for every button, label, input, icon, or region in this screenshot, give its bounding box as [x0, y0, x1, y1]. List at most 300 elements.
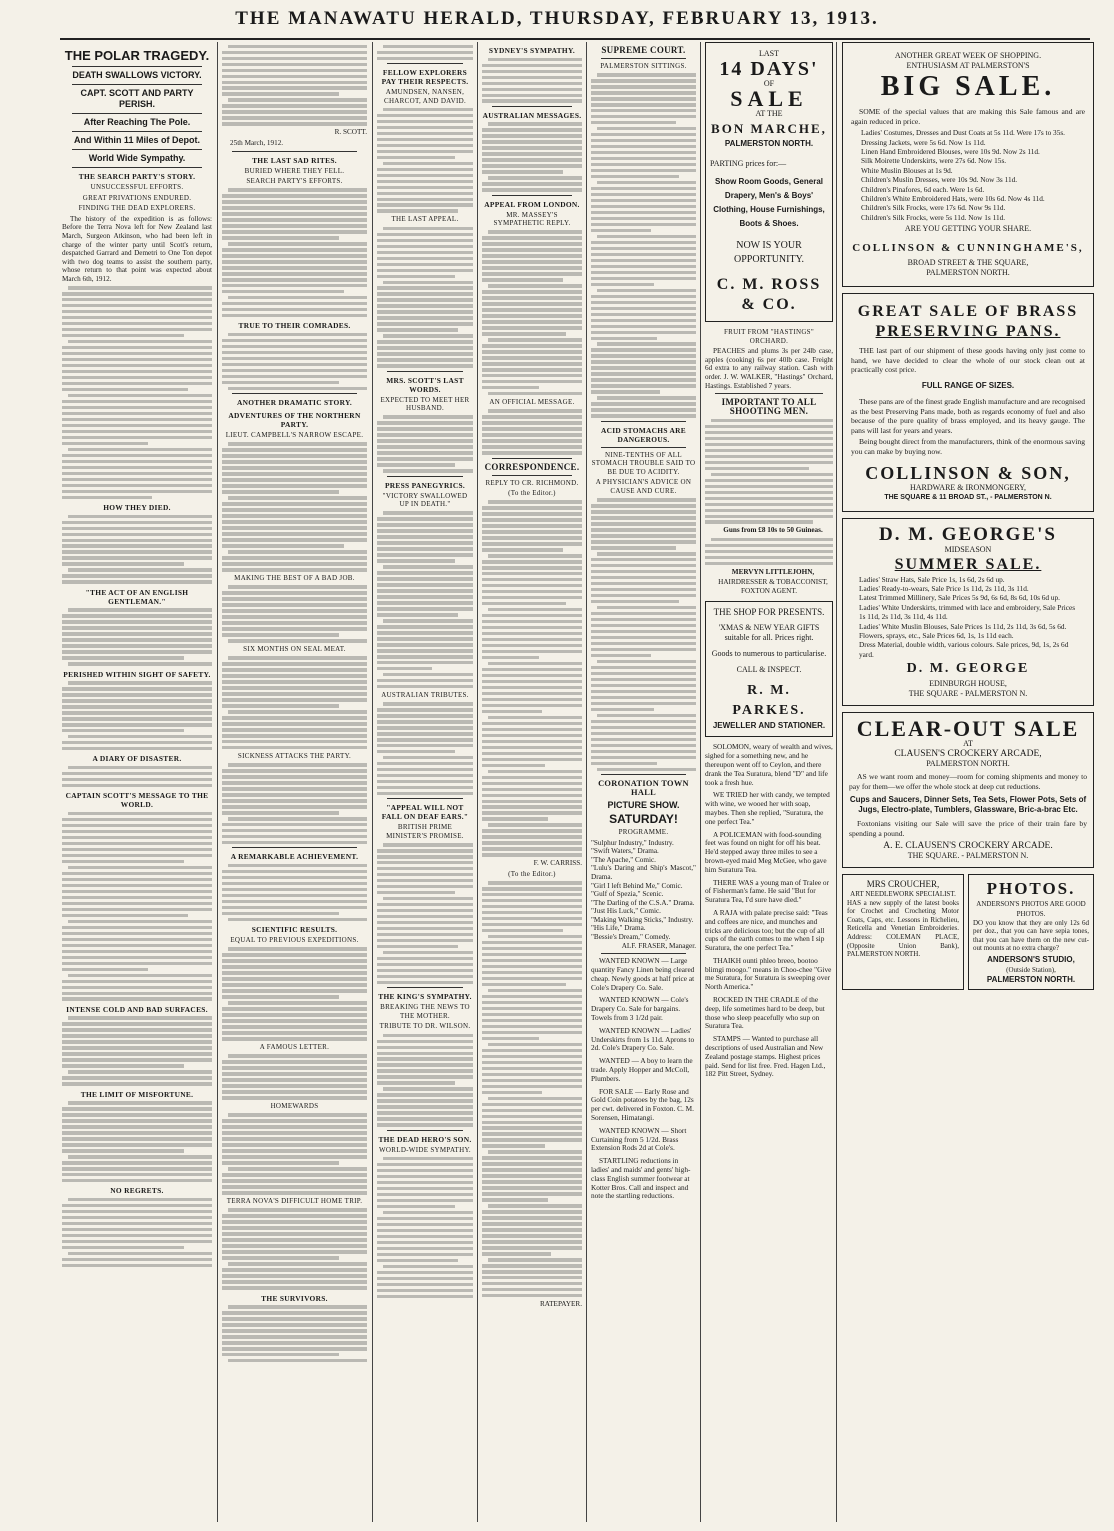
text-line: [377, 1295, 473, 1298]
text-line: [482, 1031, 582, 1034]
section-heading: THE LIMIT OF MISFORTUNE.: [80, 1089, 194, 1099]
list-item: Children's Silk Frocks, were 17s 6d. Now 9s 11d.: [861, 203, 1006, 213]
text-line: [482, 650, 582, 653]
text-line: [591, 253, 696, 256]
text-line: [228, 1054, 367, 1057]
text-line: [591, 121, 676, 124]
text-line: [222, 562, 367, 565]
section-heading: SYDNEY'S SYMPATHY.: [488, 46, 576, 55]
section-heading: CAPTAIN SCOTT'S MESSAGE TO THE WORLD.: [65, 791, 209, 810]
classified-ad: ROCKED IN THE CRADLE of the deep, life sometimes hard to be deep, but those who sleep peacefully who sup on Suratura Tea.: [705, 995, 825, 1031]
text-line: [705, 455, 833, 458]
text-line: [591, 348, 696, 351]
text-line: [222, 1335, 367, 1338]
text-line: [482, 1121, 582, 1124]
text-line: [62, 818, 212, 821]
text-line: [482, 800, 582, 803]
text-line: [591, 229, 651, 232]
text-line: [383, 1157, 473, 1160]
signature: ALF. FRASER, Manager.: [621, 941, 696, 950]
text-line: [222, 793, 367, 796]
text-line: [377, 1046, 473, 1049]
article-body: [222, 188, 367, 317]
text-line: [482, 1007, 582, 1010]
text-line: [482, 128, 582, 131]
text-line: [383, 756, 473, 759]
george-sale-ad: D. M. GEORGE'S MIDSEASON SUMMER SALE. Ladies' Straw Hats, Sale Price 1s, 1s 6d, 2s 6d up. Ladies' Ready-to-wears, Sale Price 1s 11d, 2s 11d, 3s 11d. Latest Trimmed Millinery, Sale Prices 5s 9d, 6s 6d, 8s 6d, 10s 6d up. Ladies' White Underskirts, trimmed with lace and embroidery, Sale Prices 1s 11d, 2s 11d, 3s 11d, 4s 11d. Ladies' White Muslin Blouses, Sale Prices 1s 11d, 2s 11d, 3s 6d, 5s 6d. Flowers, sprays, etc., Sale Prices 6d, 1s, 1s 11d each. Dress Material, double width, various colours. Sale prices, 9d, 1s, 2s 6d yard. D. M. GEORGE EDINBURGH HOUSE, THE SQUARE - PALMERSTON N.: [842, 518, 1094, 707]
text-line: [222, 775, 367, 778]
text-line: [482, 764, 545, 767]
text-line: [62, 932, 212, 935]
text-line: [222, 1280, 367, 1283]
text-line: [377, 631, 473, 634]
text-line: [377, 433, 473, 436]
classified-ad: THAIKH ounti phleo breeo, bootoo blimgi moogo." means in Choo-chee "Give me Suratura, for Suratura is sweeping over North America.": [705, 955, 832, 992]
text-line: [705, 431, 833, 434]
classified-ad: STAMPS — Wanted to purchase all descriptions of used Australian and New Zealand postage stamps. Highest prices paid. Send for list free. Fred. Hagen Ltd., 182 Pitt Street, Sydney.: [705, 1034, 826, 1079]
text-line: [591, 528, 696, 531]
text-line: [222, 1179, 367, 1182]
text-line: [482, 811, 582, 814]
text-line: [62, 902, 212, 905]
text-line: [711, 538, 833, 541]
text-line: [482, 965, 582, 968]
text-line: [705, 491, 833, 494]
text-line: [377, 51, 473, 54]
text-line: [222, 609, 367, 612]
text-line: [68, 1198, 212, 1201]
text-line: [482, 929, 563, 932]
text-line: [68, 1070, 212, 1073]
text-line: [222, 680, 367, 683]
text-line: [591, 642, 696, 645]
text-line: [377, 1057, 473, 1060]
text-line: [228, 333, 367, 336]
text-line: [222, 278, 367, 281]
text-line: [482, 64, 582, 67]
section-heading: CORONATION TOWN HALL: [598, 778, 689, 797]
text-line: [222, 894, 367, 897]
article-body: [62, 1016, 212, 1085]
text-line: [482, 518, 582, 521]
text-line: [62, 430, 212, 433]
section-heading: THE KING'S SYMPATHY.: [378, 992, 472, 1002]
text-line: [482, 977, 582, 980]
text-line: [62, 1058, 212, 1061]
section-heading: FELLOW EXPLORERS PAY THEIR RESPECTS.: [381, 67, 469, 86]
text-line: [62, 364, 212, 367]
text-line: [222, 484, 367, 487]
text-line: [377, 292, 473, 295]
text-line: [62, 418, 212, 421]
text-line: [482, 776, 582, 779]
text-line: [222, 556, 367, 559]
text-line: [377, 607, 473, 610]
text-line: [482, 188, 582, 191]
text-line: [591, 145, 696, 148]
text-line: [377, 1217, 473, 1220]
text-line: [383, 702, 473, 705]
text-line: [222, 1173, 367, 1176]
text-line: [482, 1126, 582, 1129]
section-heading: NO REGRETS.: [110, 1186, 164, 1196]
subheading: BRITISH PRIME MINISTER'S PROMISE.: [386, 823, 464, 840]
text-line: [482, 887, 582, 890]
text-line: [222, 369, 367, 372]
text-line: [597, 768, 696, 771]
column-divider: [700, 42, 701, 1522]
text-line: [488, 1150, 582, 1153]
text-line: [591, 390, 660, 393]
text-line: [62, 1264, 212, 1267]
list-item: "Gulf of Spezia," Scenic.: [591, 890, 664, 899]
text-line: [482, 686, 582, 689]
text-line: [591, 726, 696, 729]
text-line: [482, 1180, 582, 1183]
text-line: [482, 158, 582, 161]
text-line: [591, 738, 696, 741]
text-line: [62, 574, 212, 577]
text-line: [377, 114, 473, 117]
text-line: [222, 448, 367, 451]
text-line: [222, 1185, 367, 1188]
text-line: [62, 878, 212, 881]
text-line: [482, 602, 566, 605]
text-line: [377, 517, 473, 520]
text-line: [591, 612, 696, 615]
list-item: Dressing Jackets, were 5s 6d. Now 1s 11d.: [861, 137, 986, 147]
text-line: [377, 975, 473, 978]
section-heading: IMPORTANT TO ALL SHOOTING MEN.: [721, 397, 817, 417]
text-line: [228, 1208, 367, 1211]
column-6: [705, 42, 833, 1522]
text-line: [482, 893, 582, 896]
text-line: [377, 144, 473, 147]
text-line: [62, 784, 212, 787]
subheading: (To the Editor.): [508, 489, 556, 498]
text-line: [482, 380, 582, 383]
text-line: [488, 881, 582, 884]
subheading: (To the Editor.): [508, 869, 556, 878]
text-line: [62, 466, 212, 469]
text-line: [377, 861, 473, 864]
text-line: [377, 1289, 473, 1292]
text-line: [482, 566, 582, 569]
text-line: [62, 1040, 212, 1043]
text-line: [377, 1235, 473, 1238]
section-heading: TRUE TO THEIR COMRADES.: [238, 321, 351, 331]
text-line: [222, 989, 367, 992]
text-line: [377, 304, 473, 307]
subheading: TRIBUTE TO DR. WILSON.: [379, 1022, 471, 1031]
text-line: [62, 830, 212, 833]
text-line: [62, 644, 212, 647]
text-line: [591, 384, 696, 387]
subheading: FINDING THE DEAD EXPLORERS.: [78, 204, 196, 213]
subheading: THE LAST APPEAL.: [391, 215, 459, 224]
text-line: [482, 1091, 542, 1094]
text-line: [222, 876, 367, 879]
classified-ad: SOLOMON, weary of wealth and wives, sighed for a something new, and he thereupon went off to Ceylon, and there drank the Tea Suratura, blend "D" and life took a fresh hue.: [705, 742, 833, 787]
text-line: [377, 714, 473, 717]
text-line: [222, 1143, 367, 1146]
article-text: The history of the expedition is as follows: Before the Terra Nova left for New Zealand last March, Surgeon Atkinson, who had been left in charge of the winter party until Scott's return, despatched Garrard and Demetri to One Ton depot with two dog teams to assist the southern party, whose return to that point was expected about March 6th, 1912.: [62, 214, 212, 283]
text-line: [62, 926, 212, 929]
text-line: [222, 466, 367, 469]
text-line: [222, 236, 339, 239]
signature: MERVYN LITTLEJOHN,: [731, 567, 815, 576]
text-line: [62, 687, 212, 690]
text-line: [377, 774, 473, 777]
text-line: [222, 787, 367, 790]
text-line: [482, 632, 582, 635]
text-line: [228, 45, 367, 48]
section-heading: ADVENTURES OF THE NORTHERN PARTY.: [228, 411, 361, 430]
text-line: [222, 769, 367, 772]
text-line: [383, 673, 473, 676]
text-line: [482, 266, 582, 269]
text-line: [711, 419, 833, 422]
text-line: [377, 1093, 473, 1096]
text-line: [62, 454, 212, 457]
list-item: Latest Trimmed Millinery, Sale Prices 5s 9d, 6s 6d, 8s 6d, 10s 6d up.: [859, 593, 1060, 603]
text-line: [377, 445, 473, 448]
column-5: [591, 42, 696, 1522]
text-line: [482, 680, 582, 683]
text-line: [488, 608, 582, 611]
text-line: [222, 829, 367, 832]
text-line: [222, 345, 367, 348]
text-line: [222, 882, 367, 885]
text-line: [377, 535, 473, 538]
text-line: [383, 227, 473, 230]
text-line: [482, 758, 582, 761]
text-line: [488, 989, 582, 992]
section-heading: SUPREME COURT.: [601, 45, 686, 55]
text-line: [377, 885, 473, 888]
text-line: [591, 85, 696, 88]
text-line: [482, 1103, 582, 1106]
subheading: AMUNDSEN, NANSEN, CHARCOT, AND DAVID.: [383, 87, 467, 105]
text-line: [482, 439, 582, 442]
text-line: [222, 69, 367, 72]
text-line: [377, 310, 473, 313]
text-line: [222, 1161, 339, 1164]
text-line: [377, 963, 473, 966]
text-line: [222, 805, 367, 808]
text-line: [482, 1055, 582, 1058]
list-item: "The Apache," Comic.: [591, 855, 656, 864]
text-line: [222, 254, 367, 257]
text-line: [488, 176, 582, 179]
list-item: Ladies' Straw Hats, Sale Price 1s, 1s 6d, 2s 6d up.: [859, 574, 1005, 584]
text-line: [228, 817, 367, 820]
text-line: [482, 911, 582, 914]
text-line: [597, 396, 696, 399]
text-line: [222, 1244, 367, 1247]
text-line: [482, 326, 582, 329]
text-line: [591, 247, 696, 250]
ad-text: PEACHES and plums 3s per 24lb case, apples (cooking) 6s per 40lb case. Freight 6d extra to any railway station. Cash with order. J. W. WALKER, "Hastings" Orchard, Hastings. Established 7 years.: [705, 347, 833, 390]
text-line: [377, 439, 473, 442]
text-line: [377, 529, 473, 532]
text-line: [62, 1222, 212, 1225]
text-line: [62, 388, 188, 391]
text-line: [482, 752, 582, 755]
list-item: Ladies' Ready-to-wears, Sale Price 1s 11d, 2s 11d, 3s 11d.: [859, 584, 1029, 593]
text-line: [591, 354, 696, 357]
text-line: [377, 364, 473, 367]
text-line: [591, 313, 696, 316]
text-line: [228, 639, 367, 642]
text-line: [62, 711, 212, 714]
text-line: [222, 122, 367, 125]
text-line: [591, 360, 696, 363]
article-body: [705, 538, 833, 565]
text-line: [62, 1125, 212, 1128]
text-line: [482, 542, 582, 545]
text-line: [228, 585, 367, 588]
text-line: [482, 1210, 582, 1213]
classified-ad: WANTED — A boy to learn the trade. Apply Hopper and McColl, Plumbers.: [591, 1056, 693, 1083]
text-line: [482, 638, 582, 641]
text-line: [222, 1220, 367, 1223]
text-line: [62, 986, 212, 989]
text-line: [591, 570, 696, 573]
text-line: [377, 239, 473, 242]
text-line: [591, 576, 696, 579]
text-line: [62, 890, 212, 893]
text-line: [62, 699, 212, 702]
article-body: [482, 230, 582, 395]
text-line: [228, 710, 367, 713]
text-line: [591, 564, 696, 567]
list-item: "Making Walking Sticks," Industry.: [591, 915, 694, 924]
text-line: [591, 265, 696, 268]
text-line: [68, 1101, 212, 1104]
text-line: [222, 454, 367, 457]
text-line: [482, 746, 582, 749]
text-line: [62, 1179, 212, 1182]
text-line: [488, 284, 582, 287]
text-line: [62, 533, 212, 536]
subheading: "VICTORY SWALLOWED UP IN DEATH.": [382, 491, 468, 509]
text-line: [222, 662, 367, 665]
text-line: [377, 1075, 473, 1078]
text-line: [228, 188, 367, 191]
text-line: [62, 1076, 212, 1079]
text-line: [377, 286, 473, 289]
section-heading: HOW THEY DIED.: [103, 502, 171, 512]
text-line: [377, 57, 473, 60]
text-line: [482, 182, 582, 185]
text-line: [377, 1099, 473, 1102]
article-body: [222, 1208, 367, 1289]
text-line: [377, 708, 473, 711]
text-line: [705, 544, 833, 547]
text-line: [488, 935, 582, 938]
text-line: [377, 661, 473, 664]
article-body: [222, 864, 367, 921]
text-line: [377, 685, 473, 688]
text-line: [377, 340, 473, 343]
section-heading: THE DEAD HERO'S SON.: [378, 1134, 472, 1144]
text-line: [222, 811, 339, 814]
text-line: [597, 127, 696, 130]
text-line: [482, 1067, 582, 1070]
text-line: [68, 812, 212, 815]
text-line: [62, 1028, 212, 1031]
text-line: [62, 1064, 184, 1067]
text-line: [591, 540, 696, 543]
classified-ad: WANTED KNOWN — Large quantity Fancy Linen being cleared cheap. Newly goods at half price at Cole's Drapery Co. Sale.: [591, 956, 695, 992]
text-line: [62, 842, 212, 845]
text-line: [68, 866, 212, 869]
text-line: [591, 169, 696, 172]
text-line: [222, 375, 367, 378]
article-body: [62, 812, 212, 1001]
text-line: [482, 560, 582, 563]
text-line: [62, 472, 212, 475]
text-line: [482, 1282, 582, 1285]
article-body: [591, 498, 696, 771]
text-line: [62, 1258, 212, 1261]
article-body: [222, 585, 367, 642]
text-line: [377, 451, 473, 454]
text-line: [482, 1222, 582, 1225]
text-line: [222, 363, 367, 366]
text-line: [377, 1111, 473, 1114]
list-item: "Bessie's Dream," Comedy.: [591, 933, 671, 942]
text-line: [591, 750, 696, 753]
text-line: [482, 578, 582, 581]
article-body: [222, 947, 367, 1040]
article-body: [482, 409, 582, 454]
text-line: [62, 370, 212, 373]
section-heading: AUSTRALIAN MESSAGES.: [482, 110, 582, 120]
text-line: [222, 1072, 367, 1075]
text-line: [62, 614, 212, 617]
subheading: SEARCH PARTY'S EFFORTS.: [246, 177, 343, 186]
text-line: [488, 338, 582, 341]
text-line: [222, 698, 367, 701]
text-line: [591, 636, 696, 639]
text-line: [482, 308, 582, 311]
text-line: [482, 302, 582, 305]
text-line: [228, 763, 367, 766]
text-line: [377, 933, 473, 936]
list-item: "Swift Waters," Drama.: [591, 847, 659, 856]
text-line: [482, 1246, 582, 1249]
text-line: [482, 356, 582, 359]
text-line: [222, 200, 367, 203]
article-body: [62, 1198, 212, 1267]
section-heading: THE SEARCH PARTY'S STORY.: [78, 172, 196, 181]
subheading: PALMERSTON SITTINGS.: [600, 62, 687, 70]
text-line: [377, 1241, 473, 1244]
text-line: [377, 867, 473, 870]
subheading: EXPECTED TO MEET HER HUSBAND.: [380, 395, 470, 413]
text-line: [591, 408, 696, 411]
text-line: [482, 70, 582, 73]
text-line: [68, 448, 212, 451]
subheading: UNSUCCESSFUL EFFORTS.: [90, 183, 184, 191]
text-line: [383, 1087, 473, 1090]
text-line: [482, 805, 582, 808]
text-line: [228, 1001, 367, 1004]
text-line: [377, 780, 473, 783]
text-line: [482, 242, 582, 245]
